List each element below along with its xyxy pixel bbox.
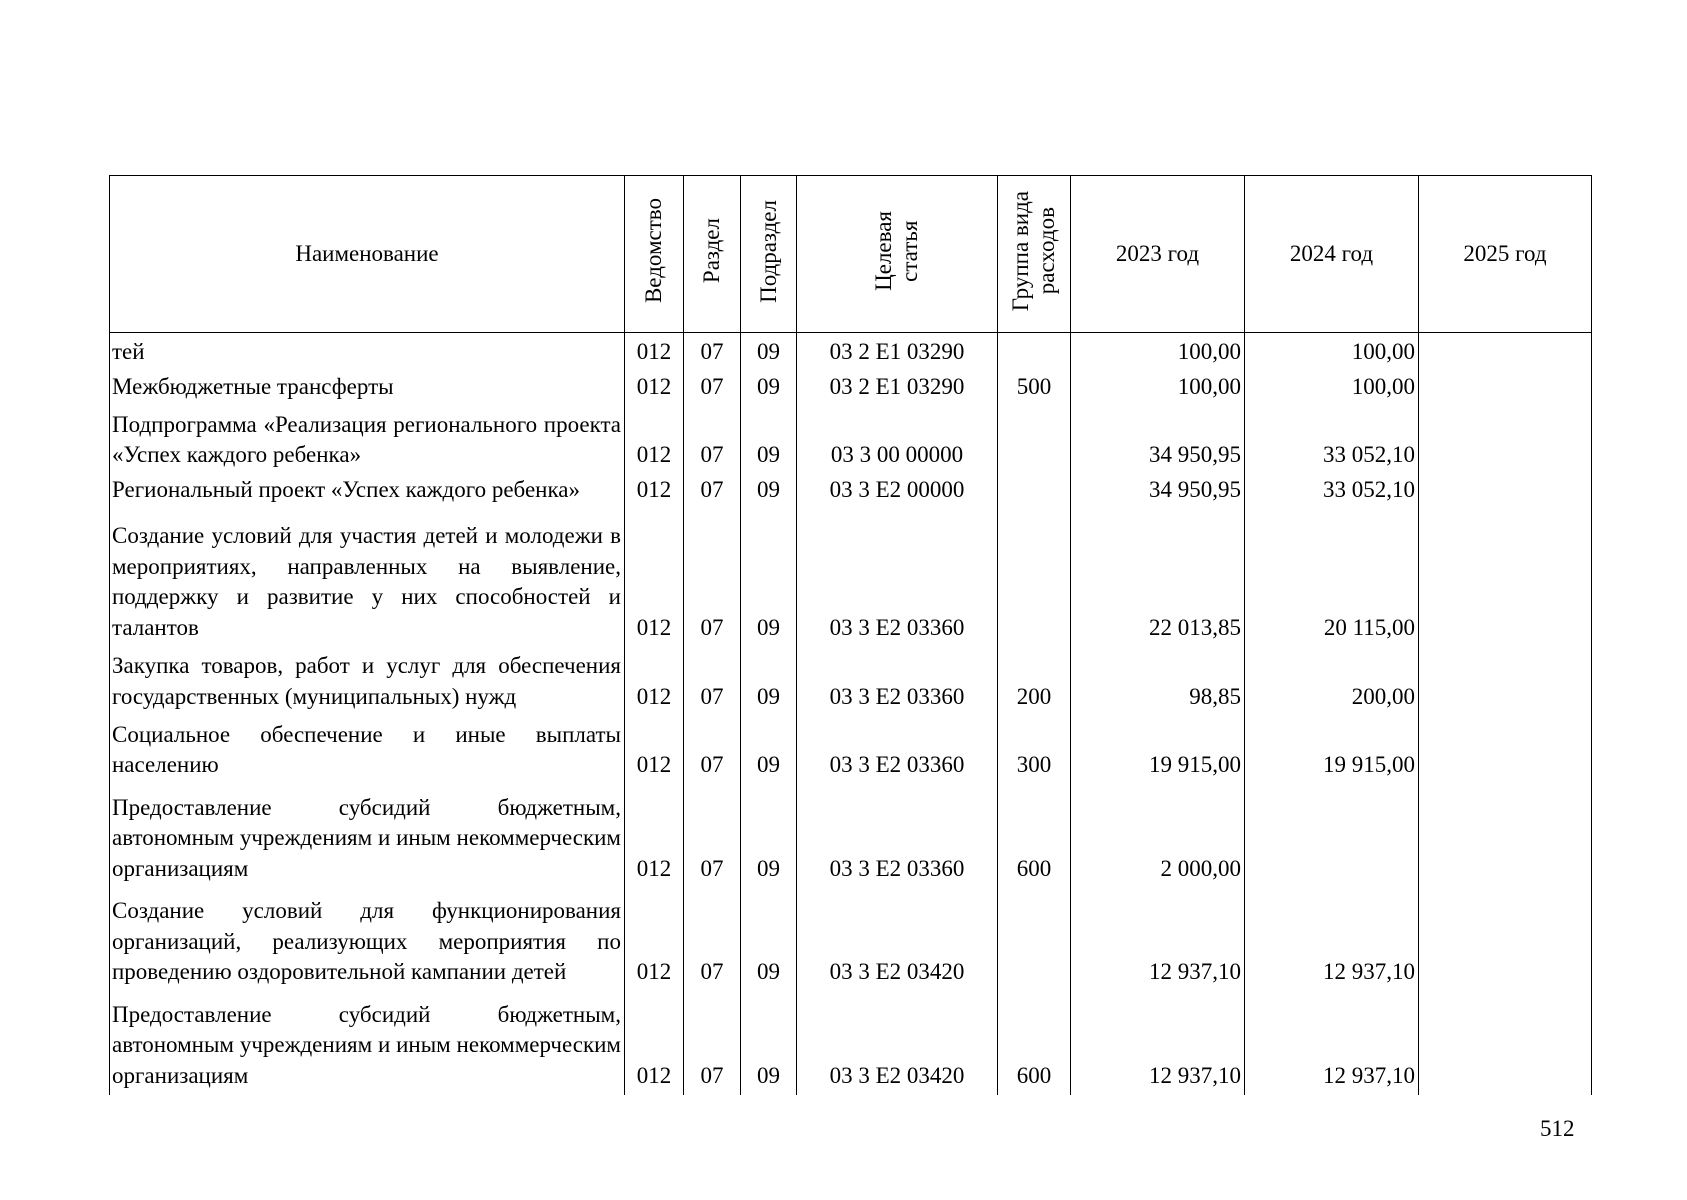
header-podrazdel — [741, 176, 797, 333]
cell-celevaya-statya: 03 3 E2 03360 — [797, 505, 998, 643]
cell-name: Межбюджетные трансферты — [110, 368, 625, 402]
cell-razdel: 07 — [684, 643, 741, 712]
cell-2024: 12 937,10 — [1245, 884, 1419, 987]
table-row — [110, 712, 1592, 781]
cell-gruppa-vida — [998, 333, 1071, 368]
cell-2023: 12 937,10 — [1071, 988, 1245, 1091]
cell-2024: 100,00 — [1245, 333, 1419, 368]
cell-gruppa-vida — [998, 402, 1071, 471]
header-celevaya-line2: статья — [897, 220, 922, 282]
header-vedomstvo — [625, 176, 684, 333]
cell-razdel: 07 — [684, 884, 741, 987]
cell-gruppa-vida: 300 — [998, 712, 1071, 781]
table-row — [110, 333, 1592, 368]
header-row — [110, 176, 1592, 333]
cell-gruppa-vida: 600 — [998, 988, 1071, 1091]
cell-razdel: 07 — [684, 505, 741, 643]
filler-cell — [625, 1091, 684, 1095]
table-row — [110, 368, 1592, 402]
table-row — [110, 781, 1592, 884]
cell-2024: 33 052,10 — [1245, 471, 1419, 505]
cell-vedomstvo: 012 — [625, 333, 684, 368]
cell-gruppa-vida — [998, 505, 1071, 643]
cell-celevaya-statya: 03 3 E2 03360 — [797, 781, 998, 884]
cell-name: Подпрограмма «Реализация регионального проекта «Успех каждого ребенка» — [110, 402, 625, 471]
cell-name: Создание условий для функционирования организаций, реализующих мероприятия по проведению оздоровительной кампании детей — [110, 884, 625, 987]
cell-name: Предоставление субсидий бюджетным, автономным учреждениям и иным некоммерческим организациям — [110, 988, 625, 1091]
header-2025: 2025 год — [1419, 176, 1592, 333]
cell-name: Региональный проект «Успех каждого ребенка» — [110, 471, 625, 505]
filler-cell — [741, 1091, 797, 1095]
cell-podrazdel: 09 — [741, 505, 797, 643]
cell-podrazdel: 09 — [741, 781, 797, 884]
header-vedomstvo-label: Ведомство — [641, 198, 666, 304]
table-row — [110, 643, 1592, 712]
cell-vedomstvo: 012 — [625, 988, 684, 1091]
cell-gruppa-vida: 500 — [998, 368, 1071, 402]
cell-celevaya-statya: 03 2 E1 03290 — [797, 333, 998, 368]
cell-2023: 100,00 — [1071, 368, 1245, 402]
cell-vedomstvo: 012 — [625, 471, 684, 505]
header-celevaya-statya — [797, 176, 998, 333]
cell-vedomstvo: 012 — [625, 505, 684, 643]
filler-cell — [684, 1091, 741, 1095]
table-filler-row — [110, 1091, 1592, 1095]
header-razdel — [684, 176, 741, 333]
cell-podrazdel: 09 — [741, 471, 797, 505]
cell-vedomstvo: 012 — [625, 781, 684, 884]
table-row — [110, 988, 1592, 1091]
cell-2025 — [1419, 402, 1592, 471]
cell-2023: 12 937,10 — [1071, 884, 1245, 987]
cell-podrazdel: 09 — [741, 333, 797, 368]
cell-2024: 12 937,10 — [1245, 988, 1419, 1091]
cell-2023: 2 000,00 — [1071, 781, 1245, 884]
header-gruppa-vida-rashodov — [998, 176, 1071, 333]
cell-razdel: 07 — [684, 781, 741, 884]
cell-podrazdel: 09 — [741, 712, 797, 781]
cell-celevaya-statya: 03 3 E2 03360 — [797, 643, 998, 712]
header-gruppa-line1: Группа вида — [1008, 190, 1033, 312]
header-celevaya-label — [871, 211, 923, 291]
cell-2024 — [1245, 781, 1419, 884]
header-podrazdel-label: Подраздел — [755, 199, 781, 303]
cell-name: Закупка товаров, работ и услуг для обеспечения государственных (муниципальных) нужд — [110, 643, 625, 712]
cell-2025 — [1419, 988, 1592, 1091]
cell-2025 — [1419, 471, 1592, 505]
cell-celevaya-statya: 03 3 E2 03360 — [797, 712, 998, 781]
filler-cell — [1071, 1091, 1245, 1095]
cell-razdel: 07 — [684, 712, 741, 781]
table-body — [110, 333, 1592, 1096]
cell-name: Предоставление субсидий бюджетным, автономным учреждениям и иным некоммерческим организациям — [110, 781, 625, 884]
cell-razdel: 07 — [684, 471, 741, 505]
cell-razdel: 07 — [684, 333, 741, 368]
cell-vedomstvo: 012 — [625, 712, 684, 781]
cell-celevaya-statya: 03 3 E2 00000 — [797, 471, 998, 505]
header-name: Наименование — [110, 176, 625, 333]
cell-2024: 33 052,10 — [1245, 402, 1419, 471]
cell-celevaya-statya: 03 2 E1 03290 — [797, 368, 998, 402]
cell-2024: 100,00 — [1245, 368, 1419, 402]
header-2023: 2023 год — [1071, 176, 1245, 333]
filler-cell — [110, 1091, 625, 1095]
cell-2025 — [1419, 643, 1592, 712]
header-2024: 2024 год — [1245, 176, 1419, 333]
cell-2024: 200,00 — [1245, 643, 1419, 712]
cell-vedomstvo: 012 — [625, 402, 684, 471]
filler-cell — [1419, 1091, 1592, 1095]
cell-gruppa-vida — [998, 471, 1071, 505]
cell-vedomstvo: 012 — [625, 643, 684, 712]
header-gruppa-label — [1008, 191, 1060, 311]
cell-2023: 22 013,85 — [1071, 505, 1245, 643]
cell-gruppa-vida: 600 — [998, 781, 1071, 884]
cell-podrazdel: 09 — [741, 402, 797, 471]
cell-gruppa-vida: 200 — [998, 643, 1071, 712]
cell-2025 — [1419, 781, 1592, 884]
cell-name: Социальное обеспечение и иные выплаты населению — [110, 712, 625, 781]
cell-2023: 34 950,95 — [1071, 471, 1245, 505]
cell-gruppa-vida — [998, 884, 1071, 987]
cell-2025 — [1419, 712, 1592, 781]
budget-table — [109, 175, 1592, 1095]
cell-2025 — [1419, 505, 1592, 643]
header-celevaya-line1: Целевая — [871, 211, 896, 291]
filler-cell — [1245, 1091, 1419, 1095]
table-row — [110, 505, 1592, 643]
cell-2025 — [1419, 333, 1592, 368]
cell-2023: 98,85 — [1071, 643, 1245, 712]
filler-cell — [797, 1091, 998, 1095]
cell-vedomstvo: 012 — [625, 368, 684, 402]
cell-2025 — [1419, 884, 1592, 987]
table-row — [110, 471, 1592, 505]
filler-cell — [998, 1091, 1071, 1095]
cell-2025 — [1419, 368, 1592, 402]
cell-podrazdel: 09 — [741, 643, 797, 712]
cell-razdel: 07 — [684, 402, 741, 471]
cell-celevaya-statya: 03 3 00 00000 — [797, 402, 998, 471]
cell-2023: 34 950,95 — [1071, 402, 1245, 471]
cell-podrazdel: 09 — [741, 988, 797, 1091]
cell-2024: 19 915,00 — [1245, 712, 1419, 781]
cell-2023: 100,00 — [1071, 333, 1245, 368]
cell-2023: 19 915,00 — [1071, 712, 1245, 781]
cell-razdel: 07 — [684, 368, 741, 402]
cell-name: тей — [110, 333, 625, 368]
header-razdel-label: Раздел — [699, 218, 724, 284]
header-gruppa-line2: расходов — [1034, 207, 1059, 295]
cell-2024: 20 115,00 — [1245, 505, 1419, 643]
cell-podrazdel: 09 — [741, 884, 797, 987]
cell-name: Создание условий для участия детей и молодежи в мероприятиях, направленных на выявление, поддержку и развитие у них способностей и талантов — [110, 505, 625, 643]
cell-vedomstvo: 012 — [625, 884, 684, 987]
cell-razdel: 07 — [684, 988, 741, 1091]
page-number: 512 — [1540, 1116, 1575, 1141]
cell-podrazdel: 09 — [741, 368, 797, 402]
cell-celevaya-statya: 03 3 E2 03420 — [797, 988, 998, 1091]
table-row — [110, 402, 1592, 471]
cell-celevaya-statya: 03 3 E2 03420 — [797, 884, 998, 987]
table-row — [110, 884, 1592, 987]
